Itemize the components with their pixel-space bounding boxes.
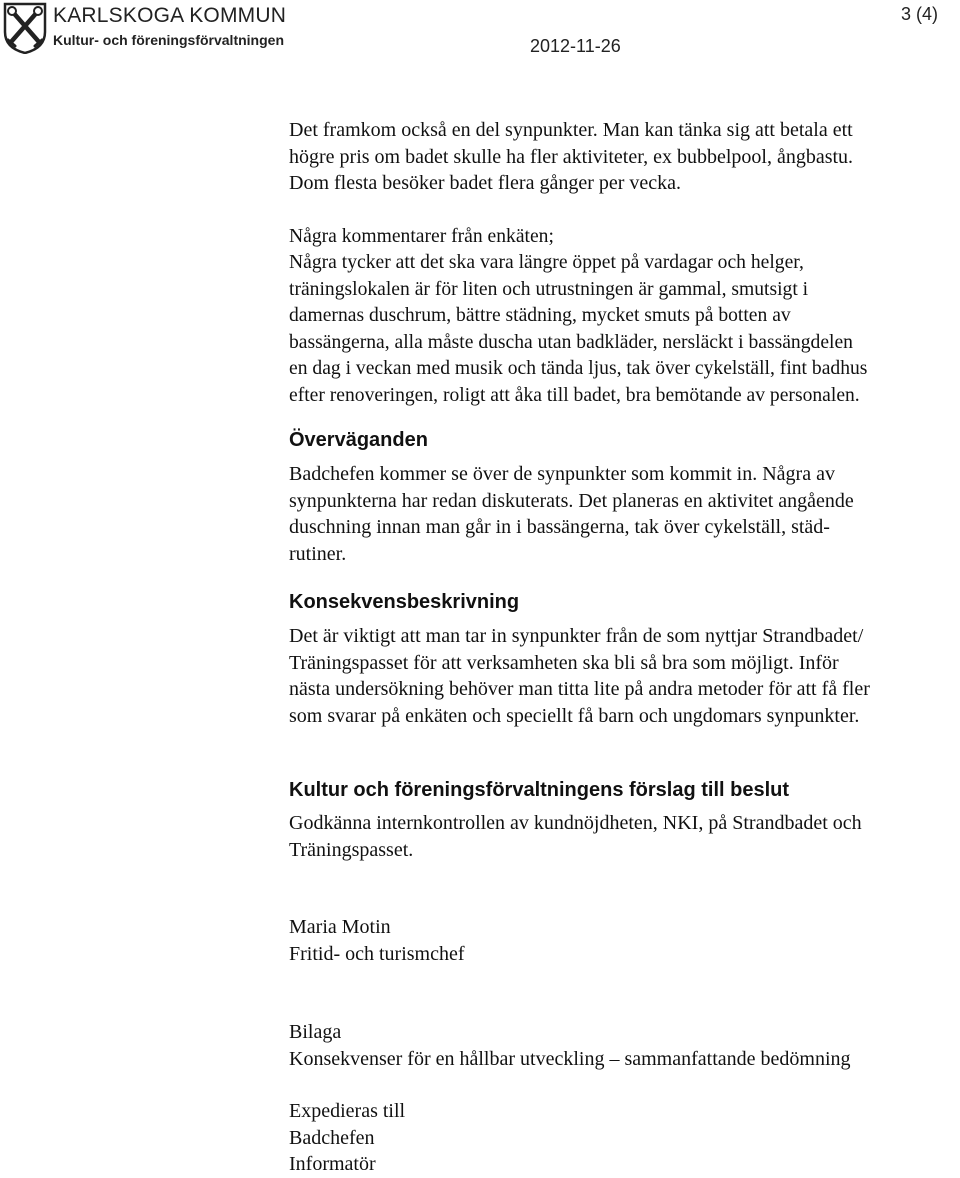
document-body	[289, 117, 960, 1178]
text-line: en dag i veckan med musik och tända ljus, tak över cykelställ, fint badhus	[289, 358, 868, 379]
distribution-block	[289, 1098, 960, 1178]
recipient: Badchefen	[289, 1126, 375, 1149]
attachment-label: Bilaga	[289, 1021, 342, 1043]
text-line: efter renoveringen, roligt att åka till badet, bra bemötande av personalen.	[289, 384, 860, 406]
text-line: Träningspasset för att verksamheten ska bli så bra som möjligt. Inför	[289, 651, 839, 674]
text-line: nästa undersökning behöver man titta lite på andra metoder för att få fler	[289, 678, 870, 700]
page-header	[0, 0, 960, 70]
section-heading: Överväganden	[289, 429, 428, 451]
text-line: damernas duschrum, bättre städning, mycket smuts på botten av	[289, 305, 791, 326]
text-line: Godkänna internkontrollen av kundnöjdheten, NKI, på Strandbadet och	[289, 812, 862, 834]
considerations-section	[289, 429, 960, 567]
signatory-title: Fritid- och turismchef	[289, 942, 465, 965]
signatory-name: Maria Motin	[289, 916, 391, 938]
text-line: som svarar på enkäten och speciellt få barn och ungdomars synpunkter.	[289, 704, 860, 727]
distribution-label: Expedieras till	[289, 1100, 406, 1122]
proposal-section	[289, 779, 960, 863]
consequences-section	[289, 591, 960, 729]
document-date: 2012-11-26	[530, 36, 621, 56]
comments-paragraph	[289, 224, 960, 410]
text-line: Några kommentarer från enkäten;	[289, 225, 554, 247]
recipient: Informatör	[289, 1153, 376, 1175]
text-line: bassängerna, alla måste duscha utan badkläder, nersläckt i bassängdelen	[289, 331, 853, 353]
attachment-block	[289, 1019, 960, 1072]
text-line: Några tycker att det ska vara längre öppet på vardagar och helger,	[289, 252, 804, 273]
text-line: Det framkom också en del synpunkter. Man kan tänka sig att betala ett	[289, 119, 853, 141]
text-line: träningslokalen är för liten och utrustningen är gammal, smutsigt i	[289, 278, 809, 300]
signature-block	[289, 914, 960, 967]
text-line: rutiner.	[289, 542, 347, 565]
text-line: synpunkterna har redan diskuterats. Det planeras en aktivitet angående	[289, 489, 854, 512]
section-heading: Konsekvensbeskrivning	[289, 591, 520, 613]
text-line: Badchefen kommer se över de synpunkter som kommit in. Några av	[289, 463, 835, 485]
organization-name: KARLSKOGA KOMMUN	[53, 4, 287, 27]
text-line: Träningspasset.	[289, 838, 414, 861]
section-heading: Kultur och föreningsförvaltningens förslag till beslut	[289, 779, 790, 801]
text-line: Det är viktigt att man tar in synpunkter från de som nyttjar Strandbadet/	[289, 625, 864, 647]
text-line: duschning innan man går in i bassängerna, tak över cykelställ, städ-	[289, 516, 830, 538]
intro-paragraph	[289, 117, 960, 197]
page-number: 3 (4)	[900, 4, 938, 24]
attachment-text: Konsekvenser för en hållbar utveckling – sammanfattande bedömning	[289, 1047, 851, 1070]
text-line: högre pris om badet skulle ha fler aktiviteter, ex bubbelpool, ångbastu.	[289, 145, 854, 168]
department-name: Kultur- och föreningsförvaltningen	[53, 32, 284, 48]
text-line: Dom flesta besöker badet flera gånger per vecka.	[289, 172, 682, 194]
municipality-coat-of-arms-icon	[3, 2, 47, 54]
